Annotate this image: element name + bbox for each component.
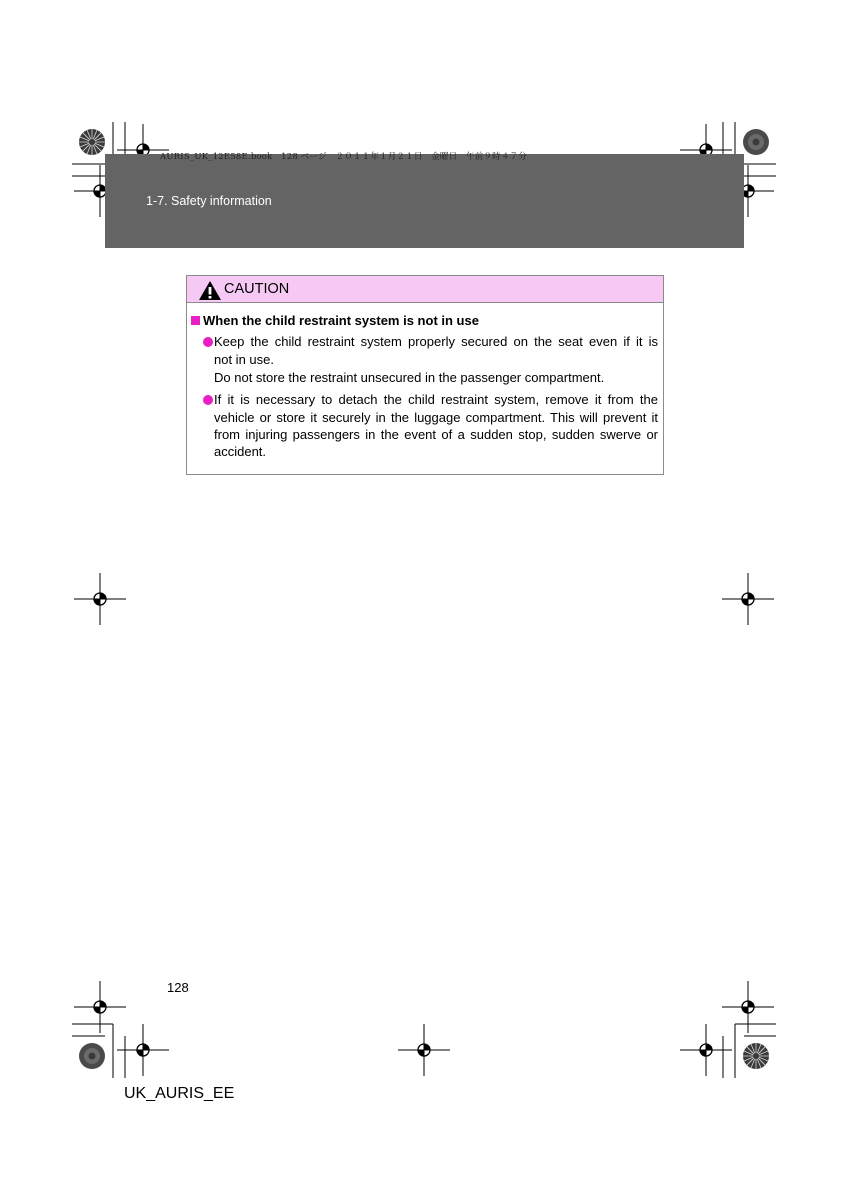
caution-header xyxy=(187,276,663,303)
bullet-2-line-3: from injuring passengers in the event of a sudden stop, sudden swerve or xyxy=(214,427,658,442)
caution-box xyxy=(186,275,664,475)
page-number: 128 xyxy=(167,980,189,995)
bullet-2-line-1: If it is necessary to detach the child restraint system, remove it from the xyxy=(214,392,658,407)
section-title: 1-7. Safety information xyxy=(146,194,272,208)
warning-triangle-icon xyxy=(198,280,222,301)
bullet-dot-icon xyxy=(203,395,213,405)
bullet-1-line-2: not in use. xyxy=(214,352,274,367)
caution-label: CAUTION xyxy=(224,281,290,297)
bullet-2-line-2: vehicle or store it securely in the luggage compartment. This will prevent it xyxy=(214,410,658,425)
bullet-1-line-3: Do not store the restraint unsecured in the passenger compartment. xyxy=(214,370,605,385)
caution-heading-text: When the child restraint system is not in use xyxy=(203,313,479,328)
print-file-info: AURIS_UK_12E58E.book 128 ページ ２０１１年１月２１日 金曜日 午前９時４７分 xyxy=(160,152,527,162)
bullet-1-line-1: Keep the child restraint system properly secured on the seat even if it is xyxy=(214,334,658,349)
square-bullet-icon xyxy=(191,316,200,325)
bullet-dot-icon xyxy=(203,337,213,347)
caution-heading xyxy=(191,313,479,328)
bullet-2-line-4: accident. xyxy=(214,444,267,459)
edition-code: UK_AURIS_EE xyxy=(124,1085,235,1102)
